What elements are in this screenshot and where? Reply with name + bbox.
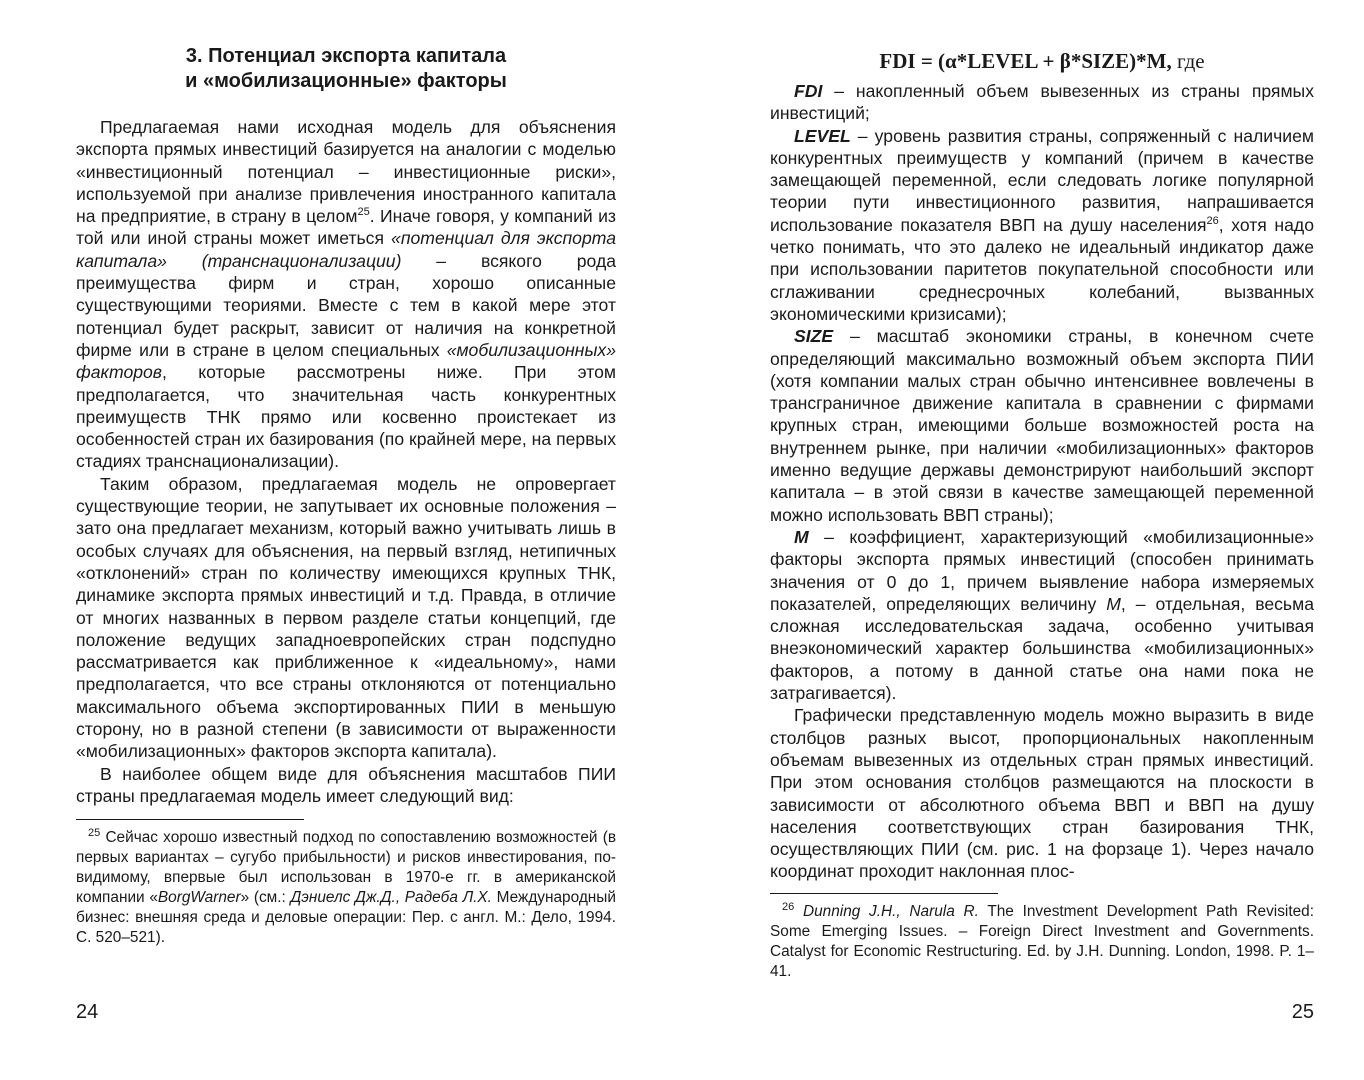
definition-size (770, 325, 1314, 526)
footnote-number: 25 (88, 827, 101, 840)
text-run: , – отдельная, весьма сложная исследовательская задача, особенно учитывая внеэкономический характер большинства «мобилизационных» факторов, а потому в данной статье она нами пока не затрагивается). (770, 593, 1314, 704)
paragraph-intro (76, 116, 616, 473)
variable-m: M (1106, 593, 1121, 614)
term-fdi: FDI (794, 81, 823, 101)
text-run: Сейчас хорошо известный подход по сопоставлению возможностей (в первых вариантах – сугубо прибыльности) и рисков инвестирования, по-видимому, впервые был использован в 1970-е гг. в американской компании « (76, 829, 616, 907)
italic-term-mobilization: «мобилизационных» факторов (76, 339, 616, 383)
section-heading (76, 44, 616, 94)
company-name: BorgWarner (157, 889, 241, 907)
text-run: , которые рассмотрены ниже. При этом предполагается, что значительная часть конкурентных преимуществ ТНК прямо или косвенно проистекает из особенностей стран их базирования (по крайней мере, на первых стадиях транснационализации). (76, 362, 616, 472)
footnote-ref-26: 26 (1206, 214, 1219, 227)
left-column (76, 44, 616, 948)
text-run: – уровень развития страны, сопряженный с наличием конкурентных преимуществ у компаний (причем в качестве замещающей переменной, если следовать логике популярной теории пути инвестиционного развития, напрашивается использование показателя ВВП на душу населения (770, 125, 1314, 235)
text-run: – коэффициент, характеризующий «мобилизационные» факторы экспорта прямых инвестиций (способен принимать значения от 0 до 1, причем выявление набора измеряемых показателей, определяющих величину (770, 526, 1314, 614)
formula-tail: где (1171, 49, 1205, 73)
footnote-authors: Дэниелс Дж.Д., Радеба Л.Х. (290, 889, 492, 907)
definition-fdi (770, 80, 1314, 125)
definition-m (770, 526, 1314, 704)
text-run: Международный бизнес: внешняя среда и деловые операции: Пер. с англ. М.: Дело, 1994. С. 520–521). (76, 889, 616, 947)
formula-expression: FDI = (α*LEVEL + β*SIZE)*M, (879, 49, 1172, 73)
footnote-number: 26 (782, 900, 795, 913)
page-number: 24 (76, 1001, 99, 1023)
right-page (682, 0, 1364, 1080)
italic-term-potential: «потенциал для экспорта капитала» (транснационализации) (76, 228, 616, 271)
left-body (76, 116, 616, 807)
text-run: – всякого рода преимущества фирм и стран, хорошо описанные существующими теориями. Вместе с тем в какой мере этот потенциал будет раскрыт, зависит от наличия на конкретной фирме или в стране в целом специальных (76, 250, 616, 360)
term-m: M (794, 526, 809, 547)
page-number: 25 (1291, 1001, 1314, 1023)
term-level: LEVEL (794, 125, 851, 146)
heading-line-1: 3. Потенциал экспорта капитала (185, 45, 507, 67)
text-run: , хотя надо четко понимать, что это далеко не идеальный индикатор даже при использовании паритетов покупательной способности или сглаживании среднесрочных колебаний, вызванных экономическими кризисами); (770, 214, 1314, 324)
right-body (770, 80, 1314, 883)
term-size: SIZE (794, 326, 834, 347)
footnote-26 (770, 902, 1314, 982)
footnote-divider (76, 819, 304, 820)
text-run: Предлагаемая нами исходная модель для объяснения экспорта прямых инвестиций базируется на аналогии с моделью «инвестиционный потенциал – инвестиционные риски», используемой при анализе привлечения иностранного капитала на предприятие, в страну в целом (76, 117, 616, 227)
text-run: – накопленный объем вывезенных из страны прямых инвестиций; (770, 81, 1314, 124)
footnote-25 (76, 828, 616, 948)
heading-line-2: и «мобилизационные» факторы (185, 70, 507, 92)
footnote-divider (770, 893, 998, 894)
paragraph-graphical: Графически представленную модель можно выразить в виде столбцов разных высот, пропорциональных накопленным объемам вывезенных из отдельных стран прямых инвестиций. При этом основания столбцов размещаются на плоскости в зависимости от абсолютного объема ВВП и ВВП на душу населения соответствующих стран базирования ТНК, осуществляющих ПИИ (см. рис. 1 на форзаце 1). Через начало координат проходит наклонная плос- (770, 705, 1314, 882)
text-run: . Иначе говоря, у компаний из той или иной страны может иметься (76, 206, 616, 249)
right-column (770, 44, 1314, 982)
text-run: – масштаб экономики страны, в конечном счете определяющий максимально возможный объем экспорта ПИИ (хотя компании малых стран обычно интенсивнее вовлечены в трансграничное движение капитала в сравнении с фирмами крупных стран, имеющими больше возможностей роста на внутреннем рынке, при наличии «мобилизационных» факторов именно ведущие державы демонстрируют наибольший экспорт капитала – в этой связи в качестве замещающей переменной можно использовать ВВП страны); (770, 326, 1314, 525)
formula (770, 48, 1314, 74)
text-run: » (см.: (240, 889, 291, 907)
paragraph-model-theories: Таким образом, предлагаемая модель не опровергает существующие теории, не запутывает их основные положения – зато она предлагает механизм, который важно учитывать лишь в особых случаях для объяснения, на первый взгляд, нетипичных «отклонений» стран по количеству имеющихся крупных ТНК, динамике экспорта прямых инвестиций и т.д. Правда, в отличие от многих названных в первом разделе статьи концепций, где положение ведущих западноевропейских стран подспудно рассматривается как приближенное к «идеальному», нами предполагается, что все страны отклоняются от потенциально максимального объема экспортированных ПИИ в меньшую сторону, но в разной степени (в зависимости от выраженности «мобилизационных» факторов экспорта капитала). (76, 473, 616, 762)
definition-level (770, 125, 1314, 326)
footnote-authors: Dunning J.H., Narula R. (794, 902, 979, 920)
paragraph-general-form: В наиболее общем виде для объяснения масштабов ПИИ страны предлагаемая модель имеет следующий вид: (76, 763, 616, 806)
text-run: The Investment Development Path Revisited: Some Emerging Issues. – Foreign Direct Investment and Governments. Catalyst for Economic Restructuring. Ed. by J.H. Dunning. London, 1998. P. 1–41. (770, 902, 1314, 980)
footnote-ref-25: 25 (357, 206, 370, 219)
